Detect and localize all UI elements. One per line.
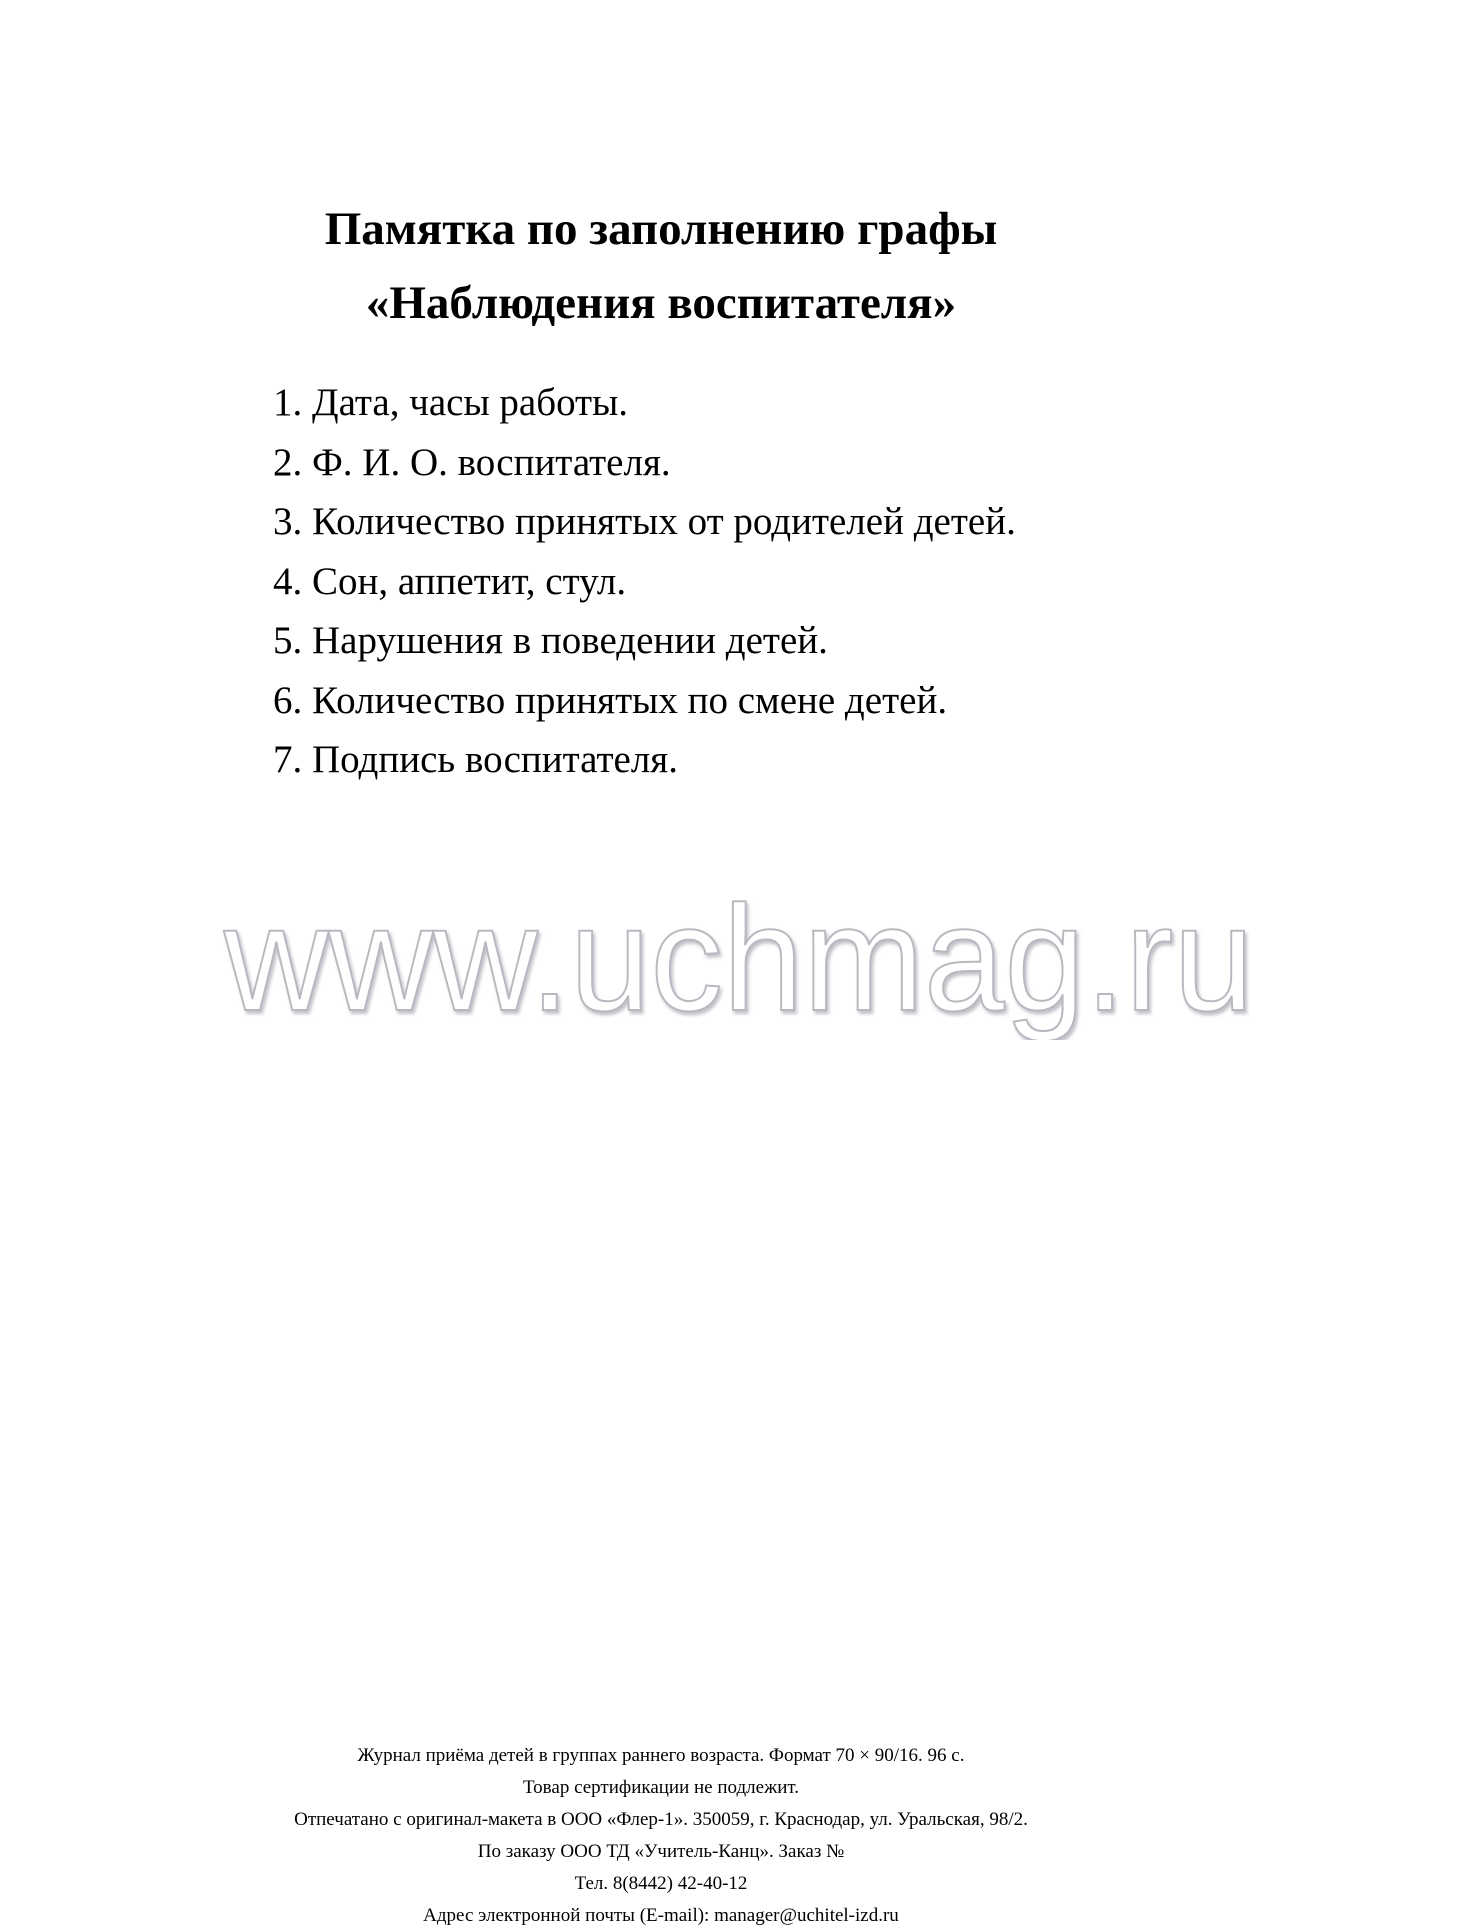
footer-line: Тел. 8(8442) 42-40-12 [574,1873,748,1894]
list-item: 1. Дата, часы работы. [273,381,629,424]
title-line-2: «Наблюдения воспитателя» [365,277,957,329]
footer-line: Адрес электронной почты (E-mail): manager@uchitel-izd.ru [423,1905,899,1926]
instruction-list [273,373,1016,790]
footer-line: По заказу ООО ТД «Учитель-Канц». Заказ № [477,1841,845,1862]
list-item: 3. Количество принятых от родителей детей. [273,500,1016,543]
footer-line: Журнал приёма детей в группах раннего возраста. Формат 70 × 90/16. 96 с. [357,1745,965,1766]
list-item: 4. Сон, аппетит, стул. [273,559,627,603]
footer-line: Товар сертификации не подлежит. [523,1777,799,1798]
title-line-1: Памятка по заполнению графы [324,203,998,255]
list-item: 2. Ф. И. О. воспитателя. [273,440,671,484]
page-title [0,192,1394,340]
footer-imprint [0,1740,1394,1932]
watermark [220,890,1260,1040]
list-item: 5. Нарушения в поведении детей. [273,619,828,662]
list-item: 6. Количество принятых по смене детей. [273,678,948,722]
footer-line: Отпечатано с оригинал-макета в ООО «Флер-1». 350059, г. Краснодар, ул. Уральская, 98/2. [294,1809,1028,1830]
watermark-text: www.uchmag.ru [223,890,1254,1040]
list-item: 7. Подпись воспитателя. [273,738,678,781]
